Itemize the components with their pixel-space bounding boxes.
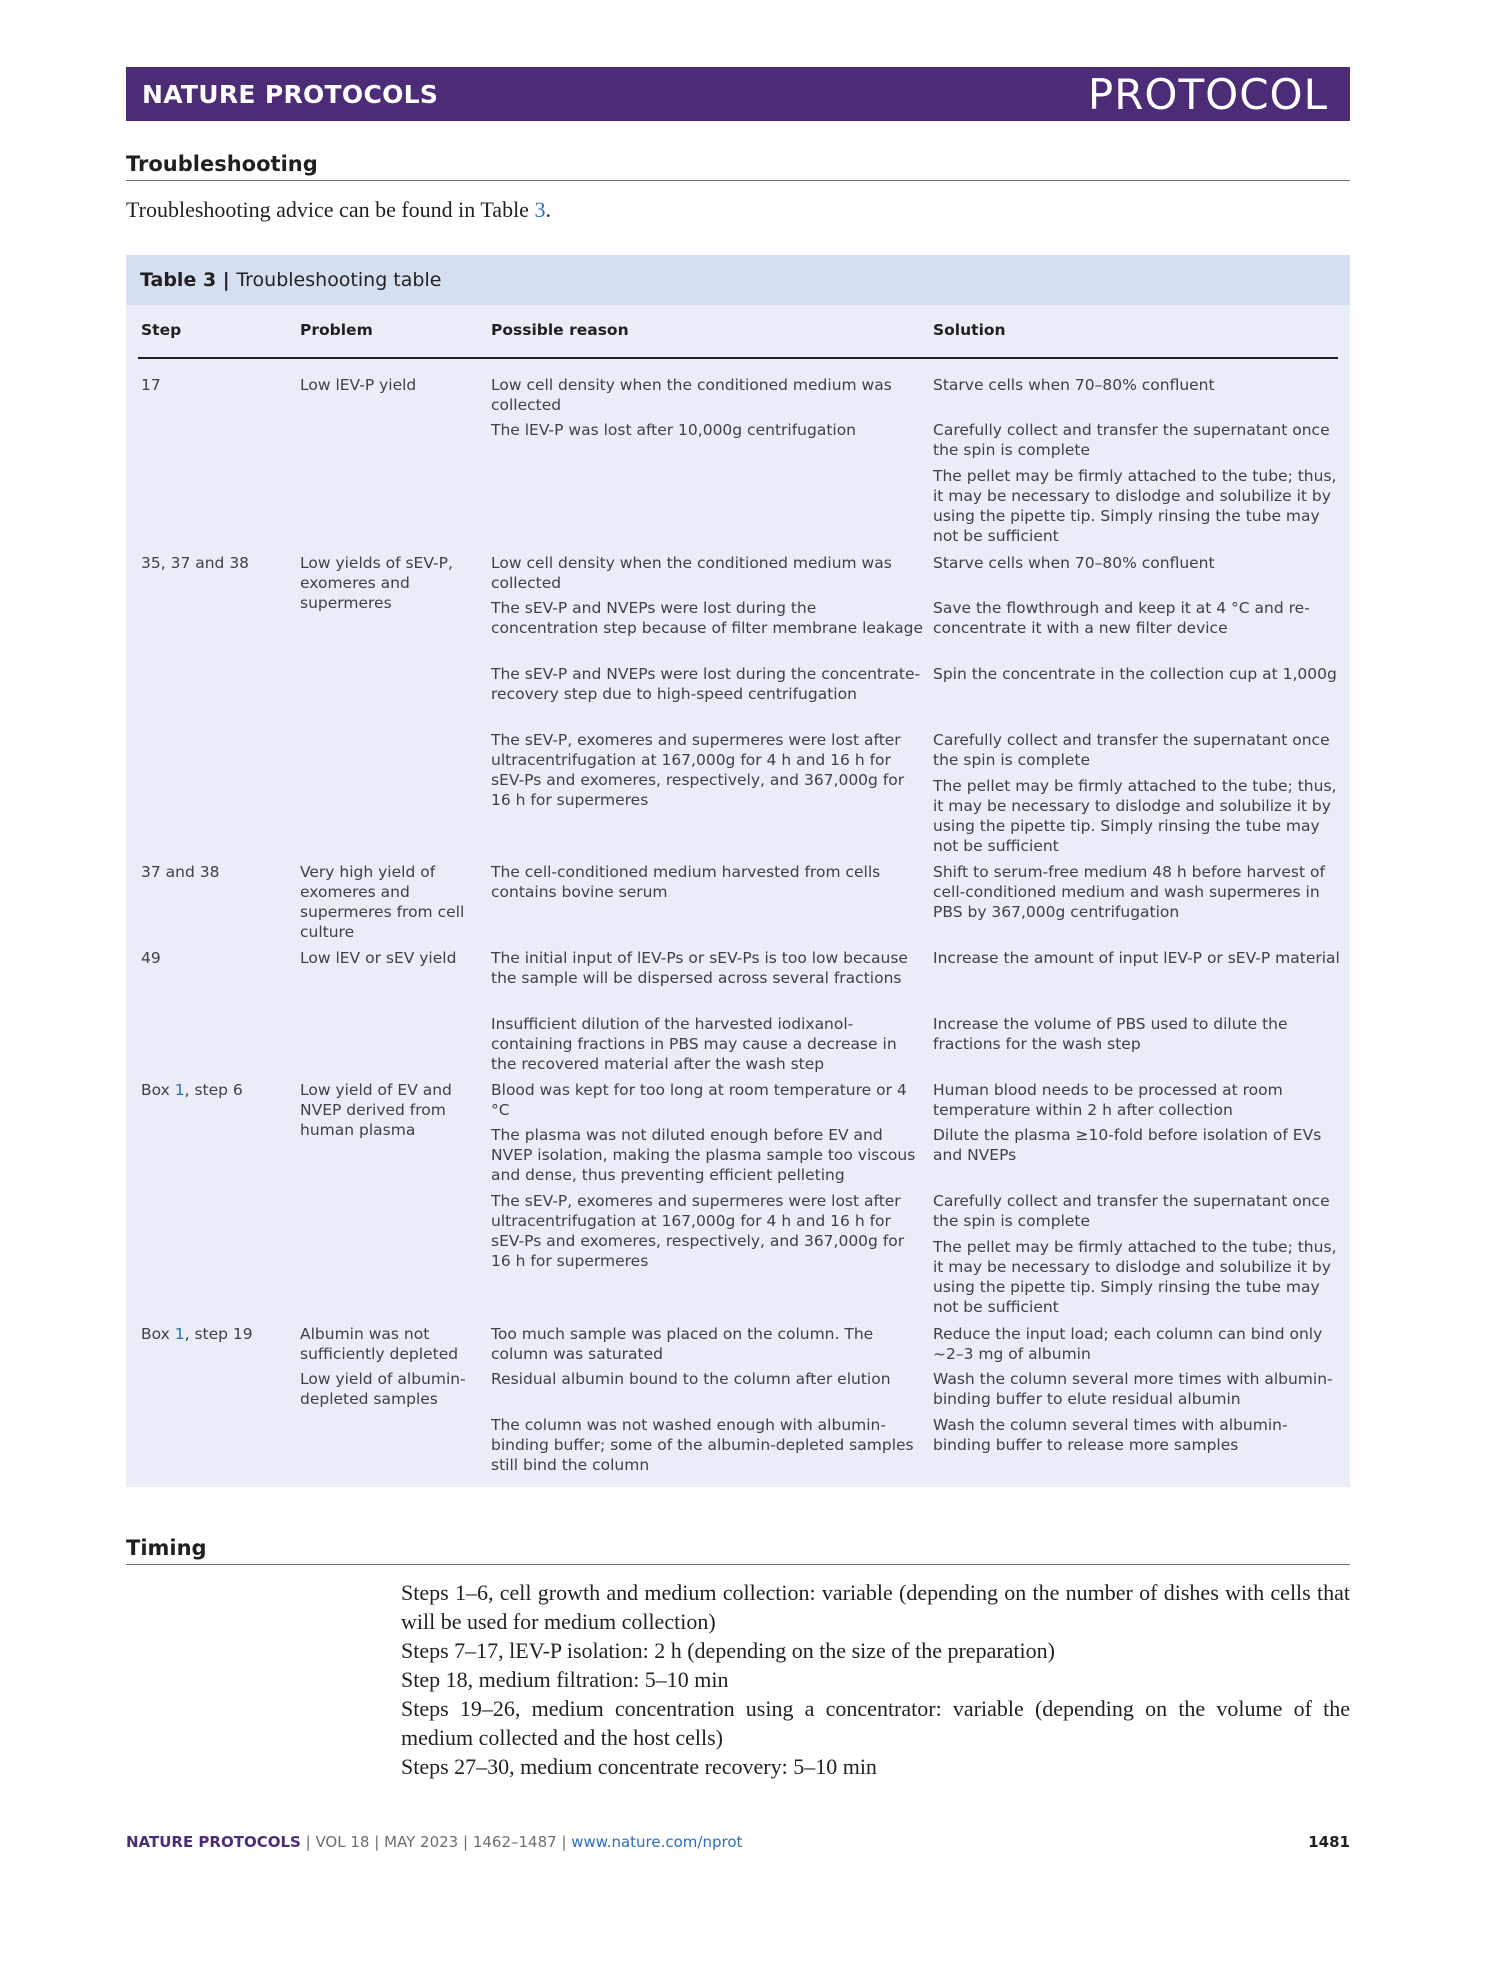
timing-heading: Timing: [126, 1535, 1350, 1565]
table-cell-problem: Low yields of sEV-P, exomeres and supermeres: [300, 554, 453, 612]
page-footer: NATURE PROTOCOLS | VOL 18 | MAY 2023 | 1462–1487 | www.nature.com/nprot: [126, 1833, 743, 1851]
table-cell-step: 49: [141, 949, 161, 967]
table-cell-reason: Blood was kept for too long at room temperature or 4 °C: [491, 1081, 907, 1119]
table-cell-reason: The column was not washed enough with albumin-binding buffer; some of the albumin-depleted samples still bind the column: [491, 1416, 914, 1474]
table-cell-solution: Carefully collect and transfer the supernatant once the spin is complete: [933, 1192, 1330, 1230]
table-cell-solution: Dilute the plasma ≥10-fold before isolation of EVs and NVEPs: [933, 1126, 1322, 1164]
timing-item: Steps 19–26, medium concentration using a concentrator: variable (depending on the volume of the medium collected and the host cells): [401, 1696, 1350, 1750]
table-cell-solution: The pellet may be firmly attached to the tube; thus, it may be necessary to dislodge and solubilize it by using the pipette tip. Simply rinsing the tube may not be sufficient: [933, 1238, 1337, 1316]
table-cell-solution: Reduce the input load; each column can bind only ~2–3 mg of albumin: [933, 1325, 1323, 1363]
footer-url-link[interactable]: www.nature.com/nprot: [571, 1833, 743, 1851]
table-cell-step: Box 1, step 19: [141, 1325, 253, 1343]
table-cell-reason: Low cell density when the conditioned medium was collected: [491, 376, 892, 414]
table-cell-step: 37 and 38: [141, 863, 220, 881]
table-cell-reason: The initial input of lEV-Ps or sEV-Ps is too low because the sample will be dispersed across several fractions: [491, 949, 908, 987]
timing-list: [401, 1578, 1350, 1781]
article-type: PROTOCOL: [1087, 70, 1328, 119]
table-reference-link[interactable]: 3: [534, 197, 546, 222]
table-cell-solution: Increase the volume of PBS used to dilute the fractions for the wash step: [933, 1015, 1288, 1053]
journal-header-bar: [126, 67, 1350, 121]
column-header-problem: Problem: [300, 321, 373, 339]
timing-item: Steps 7–17, lEV-P isolation: 2 h (depending on the size of the preparation): [401, 1638, 1055, 1663]
table-cell-problem: Low lEV-P yield: [300, 376, 417, 394]
table-cell-solution: The pellet may be firmly attached to the tube; thus, it may be necessary to dislodge and solubilize it by using the pipette tip. Simply rinsing the tube may not be sufficient: [933, 777, 1337, 855]
footer-pages: 1462–1487: [472, 1833, 557, 1851]
table-cell-reason: The sEV-P and NVEPs were lost during the concentrate-recovery step due to high-speed centrifugation: [491, 665, 921, 703]
table-cell-solution: Starve cells when 70–80% confluent: [933, 376, 1215, 394]
table-cell-solution: Spin the concentrate in the collection cup at 1,000g: [933, 665, 1337, 683]
box-reference-link[interactable]: 1: [174, 1081, 185, 1099]
column-header-step: Step: [141, 321, 182, 339]
table-cell-reason: The cell-conditioned medium harvested from cells contains bovine serum: [491, 863, 881, 901]
table-cell-solution: Starve cells when 70–80% confluent: [933, 554, 1215, 572]
table-caption: Table 3 | Troubleshooting table: [126, 255, 1350, 305]
table-cell-reason: The sEV-P, exomeres and supermeres were lost after ultracentrifugation at 167,000g for 4 h and 16 h for sEV-Ps and exomeres, respectively, and 367,000g for 16 h for supermeres: [491, 731, 905, 809]
page-number: 1481: [1308, 1833, 1350, 1851]
table-cell-solution: Human blood needs to be processed at room temperature within 2 h after collection: [933, 1081, 1283, 1119]
journal-name: NATURE PROTOCOLS: [142, 80, 439, 109]
table-cell-solution: Carefully collect and transfer the supernatant once the spin is complete: [933, 421, 1330, 459]
footer-date: MAY 2023: [384, 1833, 459, 1851]
troubleshooting-intro: Troubleshooting advice can be found in Table 3.: [126, 197, 551, 222]
table-cell-problem: Low yield of EV and NVEP derived from human plasma: [300, 1081, 452, 1139]
table-cell-reason: Too much sample was placed on the column. The column was saturated: [491, 1325, 874, 1363]
troubleshooting-heading: Troubleshooting: [126, 151, 1350, 181]
table-cell-reason: The plasma was not diluted enough before EV and NVEP isolation, making the plasma sample too viscous and dense, thus preventing efficient pelleting: [491, 1126, 916, 1184]
timing-item: Steps 27–30, medium concentrate recovery: 5–10 min: [401, 1754, 877, 1779]
table-cell-solution: Carefully collect and transfer the supernatant once the spin is complete: [933, 731, 1330, 769]
box-reference-link[interactable]: 1: [174, 1325, 185, 1343]
table-cell-step: 17: [141, 376, 161, 394]
header-rule: [138, 357, 1338, 359]
table-cell-reason: Insufficient dilution of the harvested iodixanol-containing fractions in PBS may cause a decrease in the recovered material after the wash step: [491, 1015, 897, 1073]
table-cell-reason: The sEV-P and NVEPs were lost during the concentration step because of filter membrane leakage: [491, 599, 923, 637]
table-cell-reason: The sEV-P, exomeres and supermeres were lost after ultracentrifugation at 167,000g for 4 h and 16 h for sEV-Ps and exomeres, respectively, and 367,000g for 16 h for supermeres: [491, 1192, 905, 1270]
table-cell-reason: Residual albumin bound to the column after elution: [491, 1370, 891, 1388]
table-cell-problem: Low yield of albumin-depleted samples: [300, 1370, 466, 1408]
table-cell-reason: The lEV-P was lost after 10,000g centrifugation: [491, 421, 857, 439]
troubleshooting-table: [126, 255, 1350, 1487]
table-cell-solution: Wash the column several times with albumin-binding buffer to release more samples: [933, 1416, 1288, 1454]
table-cell-step: 35, 37 and 38: [141, 554, 250, 572]
table-title: Troubleshooting table: [236, 269, 442, 291]
table-label: Table 3: [140, 269, 217, 291]
timing-item: Steps 1–6, cell growth and medium collection: variable (depending on the number of dishes with cells that will be used for medium collection): [401, 1580, 1350, 1634]
table-cell-reason: Low cell density when the conditioned medium was collected: [491, 554, 892, 592]
table-cell-solution: Save the flowthrough and keep it at 4 °C and re-concentrate it with a new filter device: [933, 599, 1310, 637]
timing-item: Step 18, medium filtration: 5–10 min: [401, 1667, 729, 1692]
column-header-reason: Possible reason: [491, 321, 629, 339]
table-cell-problem: Very high yield of exomeres and supermeres from cell culture: [300, 863, 465, 941]
table-cell-solution: Wash the column several more times with albumin-binding buffer to elute residual albumin: [933, 1370, 1333, 1408]
footer-journal: NATURE PROTOCOLS: [126, 1833, 301, 1851]
table-cell-problem: Albumin was not sufficiently depleted: [300, 1325, 459, 1363]
table-cell-solution: Shift to serum-free medium 48 h before harvest of cell-conditioned medium and wash supermeres in PBS by 367,000g centrifugation: [933, 863, 1325, 921]
table-cell-solution: Increase the amount of input lEV-P or sEV-P material: [933, 949, 1340, 967]
table-cell-solution: The pellet may be firmly attached to the tube; thus, it may be necessary to dislodge and solubilize it by using the pipette tip. Simply rinsing the tube may not be sufficient: [933, 467, 1337, 545]
table-cell-step: Box 1, step 6: [141, 1081, 243, 1099]
table-cell-problem: Low lEV or sEV yield: [300, 949, 457, 967]
footer-volume: VOL 18: [315, 1833, 370, 1851]
column-header-solution: Solution: [933, 321, 1006, 339]
